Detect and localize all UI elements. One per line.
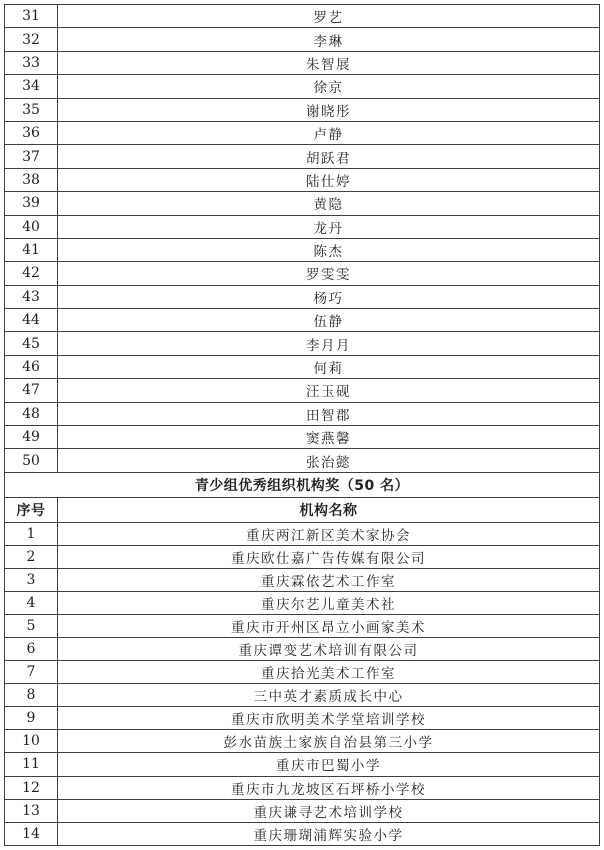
- individual-winners-body: [5, 5, 600, 473]
- row-number-cell: 7: [5, 661, 58, 684]
- winner-name-cell: 陆仕婷: [58, 168, 600, 191]
- organization-name-cell: 重庆市开州区昂立小画家美术: [58, 615, 600, 638]
- row-number-cell: 33: [5, 51, 58, 74]
- row-number-cell: 41: [5, 238, 58, 261]
- section-divider-body: [5, 472, 600, 522]
- table-row: [5, 51, 600, 74]
- section-title: 青少组优秀组织机构奖（50 名）: [5, 472, 600, 497]
- row-number-cell: 42: [5, 262, 58, 285]
- table-row: [5, 426, 600, 449]
- row-number-cell: 40: [5, 215, 58, 238]
- table-row: [5, 332, 600, 355]
- row-number-cell: 48: [5, 402, 58, 425]
- winner-name-cell: 伍静: [58, 309, 600, 332]
- row-number-cell: 31: [5, 5, 58, 28]
- organization-name-cell: 三中英才素质成长中心: [58, 684, 600, 707]
- winner-name-cell: 徐京: [58, 75, 600, 98]
- winner-name-cell: 胡跃君: [58, 145, 600, 168]
- table-row: [5, 776, 600, 799]
- table-row: [5, 402, 600, 425]
- table-row: [5, 28, 600, 51]
- row-number-cell: 11: [5, 753, 58, 776]
- winner-name-cell: 何莉: [58, 355, 600, 378]
- section-header-row: [5, 472, 600, 497]
- row-number-cell: 43: [5, 285, 58, 308]
- winner-name-cell: 杨巧: [58, 285, 600, 308]
- row-number-cell: 14: [5, 822, 58, 845]
- table-row: [5, 661, 600, 684]
- winner-name-cell: 窦燕馨: [58, 426, 600, 449]
- row-number-cell: 50: [5, 449, 58, 472]
- column-header-row: [5, 497, 600, 522]
- row-number-cell: 1: [5, 522, 58, 545]
- winner-name-cell: 李月月: [58, 332, 600, 355]
- table-row: [5, 98, 600, 121]
- organizations-body: [5, 522, 600, 845]
- table-row: [5, 592, 600, 615]
- winner-name-cell: 李琳: [58, 28, 600, 51]
- row-number-cell: 47: [5, 379, 58, 402]
- winner-name-cell: 龙丹: [58, 215, 600, 238]
- organization-name-cell: 重庆谭变艺术培训有限公司: [58, 638, 600, 661]
- row-number-cell: 32: [5, 28, 58, 51]
- row-number-cell: 9: [5, 707, 58, 730]
- organization-name-cell: 重庆市巴蜀小学: [58, 753, 600, 776]
- row-number-cell: 6: [5, 638, 58, 661]
- table-row: [5, 730, 600, 753]
- table-row: [5, 168, 600, 191]
- organization-name-cell: 重庆市欣明美术学堂培训学校: [58, 707, 600, 730]
- table-row: [5, 262, 600, 285]
- table-row: [5, 215, 600, 238]
- row-number-cell: 36: [5, 121, 58, 144]
- table-row: [5, 5, 600, 28]
- organization-name-cell: 重庆欧仕嘉广告传媒有限公司: [58, 545, 600, 568]
- organization-name-cell: 重庆霖依艺术工作室: [58, 568, 600, 591]
- winner-name-cell: 陈杰: [58, 238, 600, 261]
- table-row: [5, 75, 600, 98]
- winner-name-cell: 朱智展: [58, 51, 600, 74]
- award-table: [4, 4, 600, 846]
- organization-name-cell: 重庆市九龙坡区石坪桥小学校: [58, 776, 600, 799]
- winner-name-cell: 黄隐: [58, 192, 600, 215]
- winner-name-cell: 罗雯雯: [58, 262, 600, 285]
- table-row: [5, 192, 600, 215]
- row-number-cell: 45: [5, 332, 58, 355]
- column-header-org-name: 机构名称: [58, 497, 600, 522]
- table-row: [5, 799, 600, 822]
- row-number-cell: 49: [5, 426, 58, 449]
- row-number-cell: 35: [5, 98, 58, 121]
- row-number-cell: 2: [5, 545, 58, 568]
- row-number-cell: 39: [5, 192, 58, 215]
- organization-name-cell: 重庆谦寻艺术培训学校: [58, 799, 600, 822]
- column-header-no: 序号: [5, 497, 58, 522]
- row-number-cell: 46: [5, 355, 58, 378]
- row-number-cell: 8: [5, 684, 58, 707]
- table-row: [5, 285, 600, 308]
- table-row: [5, 822, 600, 845]
- table-row: [5, 753, 600, 776]
- winner-name-cell: 田智郡: [58, 402, 600, 425]
- row-number-cell: 12: [5, 776, 58, 799]
- table-row: [5, 449, 600, 472]
- row-number-cell: 44: [5, 309, 58, 332]
- row-number-cell: 3: [5, 568, 58, 591]
- organization-name-cell: 重庆拾光美术工作室: [58, 661, 600, 684]
- organization-name-cell: 重庆尔艺儿童美术社: [58, 592, 600, 615]
- table-row: [5, 545, 600, 568]
- table-row: [5, 145, 600, 168]
- winner-name-cell: 卢静: [58, 121, 600, 144]
- table-row: [5, 522, 600, 545]
- row-number-cell: 13: [5, 799, 58, 822]
- organization-name-cell: 重庆两江新区美术家协会: [58, 522, 600, 545]
- table-row: [5, 238, 600, 261]
- winner-name-cell: 谢晓彤: [58, 98, 600, 121]
- organization-name-cell: 彭水苗族土家族自治县第三小学: [58, 730, 600, 753]
- table-row: [5, 379, 600, 402]
- row-number-cell: 5: [5, 615, 58, 638]
- row-number-cell: 34: [5, 75, 58, 98]
- table-row: [5, 638, 600, 661]
- table-row: [5, 615, 600, 638]
- winner-name-cell: 罗艺: [58, 5, 600, 28]
- organization-name-cell: 重庆珊瑚浦辉实验小学: [58, 822, 600, 845]
- table-row: [5, 568, 600, 591]
- table-row: [5, 707, 600, 730]
- row-number-cell: 38: [5, 168, 58, 191]
- table-row: [5, 355, 600, 378]
- row-number-cell: 10: [5, 730, 58, 753]
- table-row: [5, 309, 600, 332]
- table-row: [5, 121, 600, 144]
- winner-name-cell: 汪玉砚: [58, 379, 600, 402]
- winner-name-cell: 张治懿: [58, 449, 600, 472]
- table-row: [5, 684, 600, 707]
- row-number-cell: 37: [5, 145, 58, 168]
- row-number-cell: 4: [5, 592, 58, 615]
